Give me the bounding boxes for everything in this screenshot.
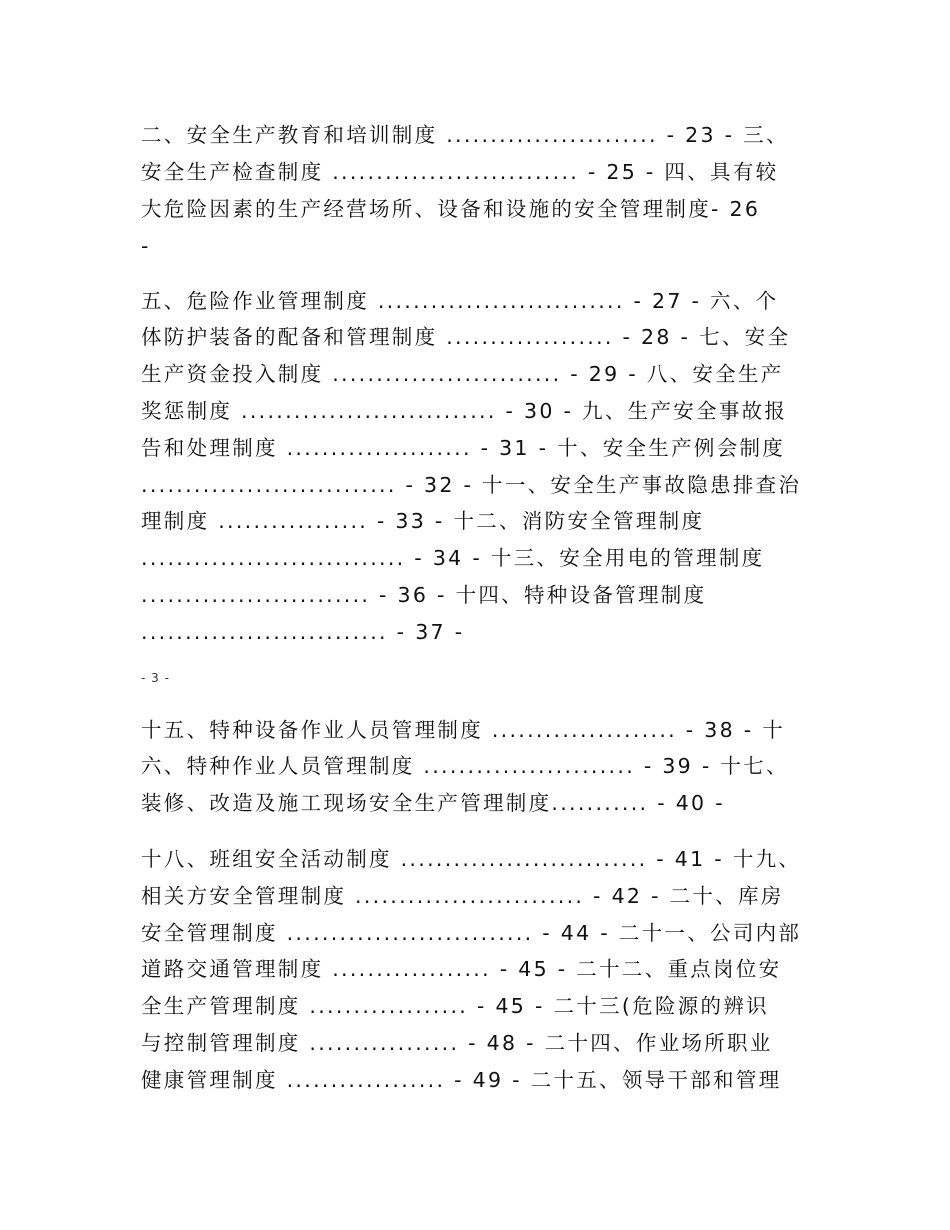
toc-line: 五、危险作业管理制度 ............................ - 27 - 六、个 [141, 289, 779, 313]
toc-line: .............................. - 34 - 十三、安全用电的管理制度 [141, 546, 765, 570]
toc-line: .......................... - 36 - 十四、特种设备管理制度 [141, 583, 707, 607]
toc-line: 装修、改造及施工现场安全生产管理制度........... - 40 - [141, 791, 725, 815]
toc-line: ............................ - 37 - [141, 620, 465, 644]
toc-line: - [141, 234, 151, 258]
toc-line: 奖惩制度 ............................. - 30 - 九、生产安全事故报 [141, 399, 788, 423]
toc-line: 安全管理制度 ............................ - 44 - 二十一、公司内部 [141, 921, 802, 945]
toc-line: ............................. - 32 - 十一、安全生产事故隐患排查治 [141, 473, 802, 497]
toc-line: 十五、特种设备作业人员管理制度 ..................... - 38 - 十 [141, 718, 786, 742]
toc-line: 体防护装备的配备和管理制度 ................... - 28 - 七、安全 [141, 325, 791, 349]
toc-line: 道路交通管理制度 .................. - 45 - 二十二、重点岗位安 [141, 957, 782, 981]
toc-line: 全生产管理制度 .................. - 45 - 二十三(危险源的辨识 [141, 994, 769, 1018]
toc-line: 理制度 ................. - 33 - 十二、消防安全管理制度 [141, 509, 705, 533]
toc-line: 与控制管理制度 ................. - 48 - 二十四、作业场所职业 [141, 1031, 773, 1055]
toc-line: 大危险因素的生产经营场所、设备和设施的安全管理制度- 26 [141, 197, 761, 221]
toc-line: 生产资金投入制度 .......................... - 29 - 八、安全生产 [141, 362, 784, 386]
toc-line: 二、安全生产教育和培训制度 ........................ - 23 - 三、 [141, 123, 789, 147]
toc-line: 十八、班组安全活动制度 ............................ - 41 - 十九、 [141, 847, 802, 871]
toc-line: 相关方安全管理制度 .......................... - 42 - 二十、库房 [141, 884, 784, 908]
page-number: - 3 - [141, 671, 170, 685]
toc-line: 告和处理制度 ..................... - 31 - 十、安全生产例会制度 [141, 436, 786, 460]
toc-line: 安全生产检查制度 ............................ - 25 - 四、具有较 [141, 160, 779, 184]
toc-line: 健康管理制度 .................. - 49 - 二十五、领导干部和管理 [141, 1068, 782, 1092]
toc-line: 六、特种作业人员管理制度 ........................ - 39 - 十七、 [141, 754, 789, 778]
